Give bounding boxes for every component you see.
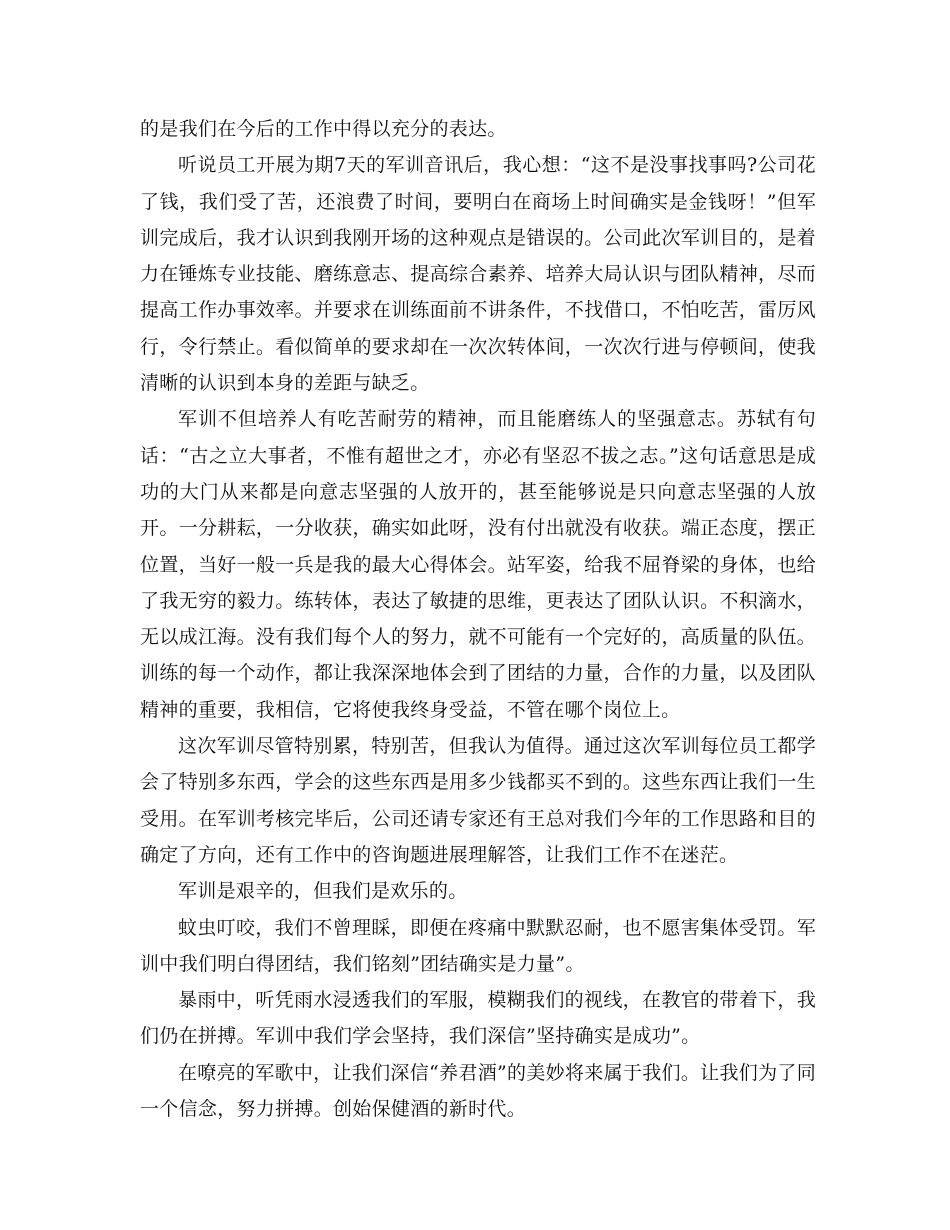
paragraph-3: 军训不但培养人有吃苦耐劳的精神，而且能磨练人的坚强意志。苏轼有句话：“古之立大事者，不惟有超世之才，亦必有坚忍不拔之志。”这句话意思是成功的大门从来都是向意志坚强的人放开的，甚至能够说是只向意志坚强的人放开。一分耕耘，一分收获，确实如此呀，没有付出就没有收获。端正态度，摆正位置，当好一般一兵是我的最大心得体会。站军姿，给我不屈脊梁的身体，也给了我无穷的毅力。练转体，表达了敏捷的思维，更表达了团队认识。不积滴水，无以成江海。没有我们每个人的努力，就不可能有一个完好的，高质量的队伍。训练的每一个动作，都让我深深地体会到了团结的力量，合作的力量，以及团队精神的重要，我相信，它将使我终身受益，不管在哪个岗位上。 [140, 408, 816, 721]
paragraph-7: 暴雨中，听凭雨水浸透我们的军服，模糊我们的视线，在教官的带着下，我们仍在拼搏。军训中我们学会坚持，我们深信”坚持确实是成功”。 [140, 989, 816, 1048]
paragraph-1: 的是我们在今后的工作中得以充分的表达。 [140, 118, 507, 140]
paragraph-4: 这次军训尽管特别累，特别苦，但我认为值得。通过这次军训每位员工都学会了特别多东西，学会的这些东西是用多少钱都买不到的。这些东西让我们一生受用。在军训考核完毕后，公司还请专家还有王总对我们今年的工作思路和目的确定了方向，还有工作中的咨询题进展理解答，让我们工作不在迷茫。 [140, 735, 816, 866]
document-body [140, 111, 816, 1127]
paragraph-2: 听说员工开展为期7天的军训音讯后，我心想：“这不是没事找事吗?公司花了钱，我们受了苦，还浪费了时间，要明白在商场上时间确实是金钱呀！”但军训完成后，我才认识到我刚开场的这种观点是错误的。公司此次军训目的，是着力在锤炼专业技能、磨练意志、提高综合素养、培养大局认识与团队精神，尽而提高工作办事效率。并要求在训练面前不讲条件，不找借口，不怕吃苦，雷厉风行，令行禁止。看似简单的要求却在一次次转体间，一次次行进与停顿间，使我清晰的认识到本身的差距与缺乏。 [140, 154, 816, 395]
paragraph-5: 军训是艰辛的，但我们是欢乐的。 [178, 880, 468, 903]
paragraph-6: 蚊虫叮咬，我们不曾理睬，即便在疼痛中默默忍耐，也不愿害集体受罚。军训中我们明白得团结，我们铭刻”团结确实是力量”。 [140, 916, 816, 975]
paragraph-8: 在嘹亮的军歌中，让我们深信“养君酒”的美妙将来属于我们。让我们为了同一个信念，努力拼搏。创始保健酒的新时代。 [140, 1061, 816, 1121]
